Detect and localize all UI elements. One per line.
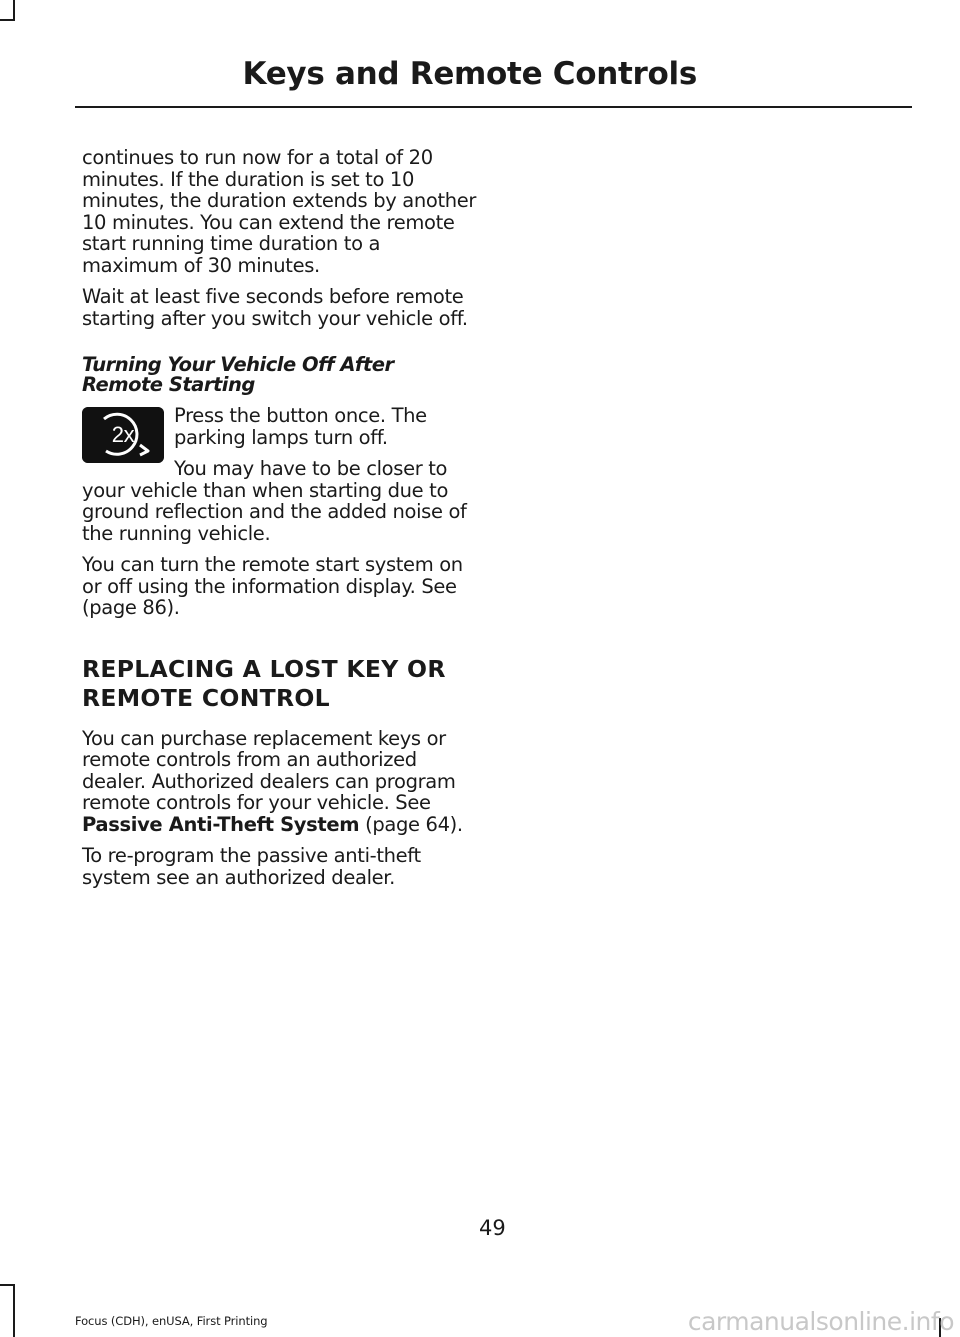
paragraph-press-button-once: Press the button once. The parking lamps turn off. xyxy=(174,404,427,449)
remote-2x-button-icon xyxy=(82,407,164,463)
subheading-turning-off: Turning Your Vehicle Off After Remote Starting xyxy=(82,353,394,396)
paragraph-remote-start-duration: continues to run now for a total of 20 minutes. If the duration is set to 10 minutes, the duration extends by another 10 minutes. You can extend the remote start running time duration to a maximum of 30 minutes. xyxy=(82,146,477,277)
main-text-column xyxy=(82,147,477,898)
paragraph-page-ref: (page 64). xyxy=(359,812,463,836)
paragraph-reprogram-anti-theft: To re-program the passive anti-theft system see an authorized dealer. xyxy=(82,844,421,889)
watermark-text: carmanualsonline.info xyxy=(687,1307,954,1336)
paragraph-closer-to-vehicle: You may have to be closer to your vehicle than when starting due to ground reflection and the added noise of the running vehicle. xyxy=(82,457,467,545)
double-press-icon xyxy=(82,407,164,463)
crop-mark-bottom-left-vertical xyxy=(13,1285,15,1337)
header-divider xyxy=(75,106,912,108)
crop-mark-bottom-left-horizontal xyxy=(0,1284,15,1286)
crop-mark-top-left-horizontal xyxy=(0,19,15,21)
link-passive-anti-theft-system[interactable]: Passive Anti-Theft System xyxy=(82,812,360,836)
crop-mark-top-left-vertical xyxy=(13,0,15,20)
footer-edition-text: Focus (CDH), enUSA, First Printing xyxy=(75,1314,268,1328)
page-header-title: Keys and Remote Controls xyxy=(242,56,697,92)
paragraph-wait-before-remote-start: Wait at least five seconds before remote starting after you switch your vehicle off. xyxy=(82,285,468,330)
section-heading-replacing-key: REPLACING A LOST KEY OR REMOTE CONTROL xyxy=(82,654,446,712)
paragraph-remote-start-system-toggle: You can turn the remote start system on or off using the information display. See (page 86). xyxy=(82,553,463,619)
paragraph-purchase-replacement xyxy=(82,728,477,836)
paragraph-purchase-text: You can purchase replacement keys or remote controls from an authorized dealer. Authorized dealers can program remote controls for your vehicle. See xyxy=(82,726,456,814)
icon-2x-label: 2x xyxy=(111,422,135,447)
page-number: 49 xyxy=(479,1216,506,1240)
